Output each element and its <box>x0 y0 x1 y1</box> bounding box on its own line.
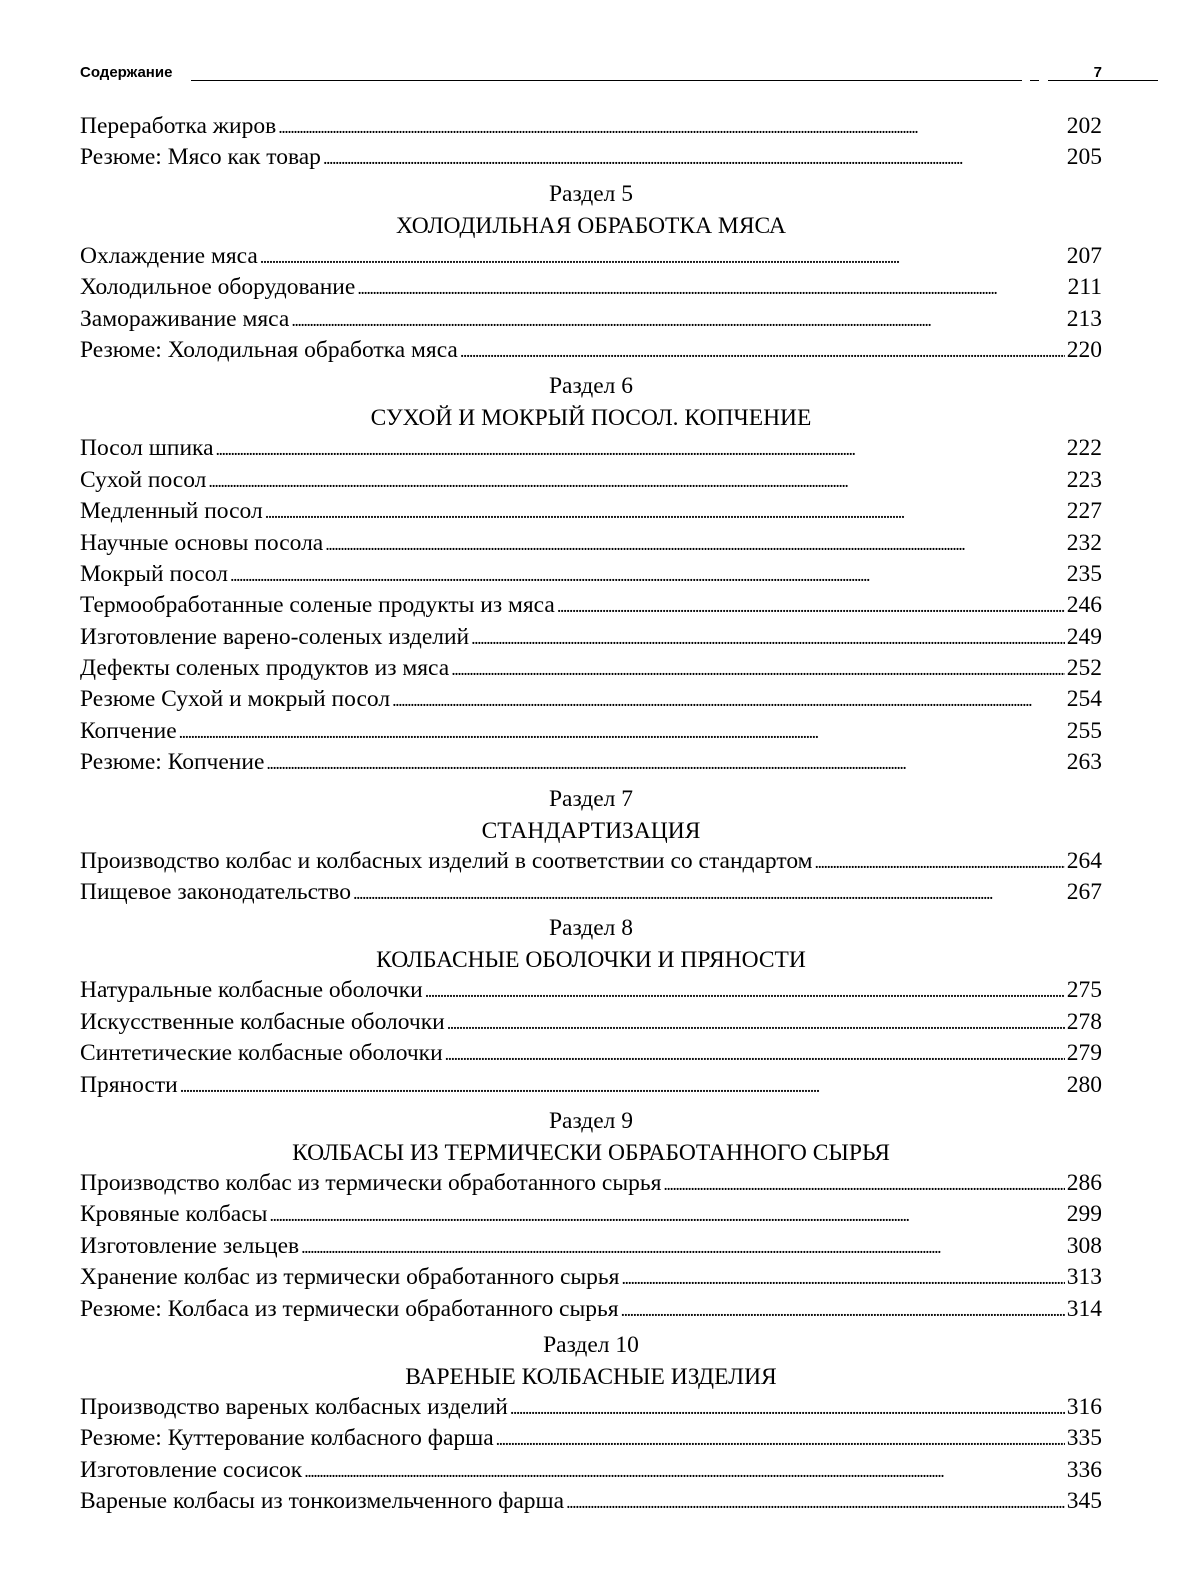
toc-entry-page: 264 <box>1066 847 1102 874</box>
toc-entry <box>80 1455 1102 1486</box>
dot-leader <box>291 304 1064 336</box>
toc-entry-page: 286 <box>1066 1169 1102 1196</box>
toc-entry <box>80 142 1102 173</box>
dot-leader <box>510 1392 1065 1424</box>
toc-entry-title: Изготовление варено-соленых изделий <box>80 623 470 650</box>
dot-leader <box>447 1007 1065 1039</box>
toc-entry-title: Медленный посол <box>80 498 263 525</box>
toc-entry-title: Резюме: Куттерование колбасного фарша <box>80 1425 494 1452</box>
toc-entry-title: Изготовление сосисок <box>80 1456 303 1483</box>
dot-leader <box>278 111 1065 143</box>
toc-entry-title: Производство колбас и колбасных изделий в соответствии со стандартом <box>80 847 813 874</box>
toc-entry-page: 213 <box>1066 305 1102 332</box>
dot-leader <box>566 1486 1065 1518</box>
dot-leader <box>180 1070 1065 1102</box>
toc-entry <box>80 1038 1102 1069</box>
dot-leader <box>451 653 1065 685</box>
toc-entry <box>80 1199 1102 1230</box>
toc-entry <box>80 590 1102 621</box>
toc-entry-page: 246 <box>1066 592 1102 619</box>
dot-leader <box>323 142 1065 174</box>
toc-entry-page: 211 <box>1067 274 1102 301</box>
toc-entry-title: Производство колбас из термически обработанного сырья <box>80 1169 662 1196</box>
running-header <box>80 60 1102 86</box>
section-title: КОЛБАСЫ ИЗ ТЕРМИЧЕСКИ ОБРАБОТАННОГО СЫРЬЯ <box>292 1139 890 1166</box>
dot-leader <box>269 1199 1064 1231</box>
toc-entry-page: 345 <box>1066 1488 1102 1515</box>
dot-leader <box>301 1231 1065 1263</box>
toc-entry-page: 223 <box>1066 466 1102 493</box>
dot-leader <box>357 272 1065 304</box>
toc-entry-page: 222 <box>1066 435 1102 462</box>
toc-entry-page: 313 <box>1066 1264 1102 1291</box>
toc-entry <box>80 1231 1102 1262</box>
toc-entry-title: Мокрый посол <box>80 560 228 587</box>
toc-entry <box>80 975 1102 1006</box>
toc-entry-title: Резюме: Холодильная обработка мяса <box>80 336 458 363</box>
toc-entry <box>80 747 1102 778</box>
dot-leader <box>621 1294 1065 1326</box>
section-label: Раздел 7 <box>548 785 634 812</box>
dot-leader <box>425 975 1065 1007</box>
header-rule <box>1048 80 1158 81</box>
toc-entry-title: Сухой посол <box>80 466 207 493</box>
toc-entry <box>80 1168 1102 1199</box>
header-title: Содержание <box>80 64 173 81</box>
toc-entry <box>80 272 1102 303</box>
toc-entry-title: Научные основы посола <box>80 529 324 556</box>
toc-entry <box>80 528 1102 559</box>
toc-entry <box>80 496 1102 527</box>
section-label: Раздел 8 <box>548 915 634 942</box>
toc-entry-title: Резюме: Мясо как товар <box>80 144 321 171</box>
toc-entry-page: 249 <box>1066 623 1102 650</box>
dot-leader <box>208 465 1064 497</box>
toc-entry-title: Синтетические колбасные оболочки <box>80 1040 443 1067</box>
toc-entry-title: Холодильное оборудование <box>80 274 356 301</box>
toc-entry <box>80 684 1102 715</box>
toc-entry <box>80 1262 1102 1293</box>
toc-entry-title: Резюме Сухой и мокрый посол <box>80 686 391 713</box>
toc-entry <box>80 877 1102 908</box>
dot-leader <box>471 622 1065 654</box>
toc-entry-title: Хранение колбас из термически обработанного сырья <box>80 1264 620 1291</box>
dot-leader <box>230 559 1065 591</box>
toc-entry-title: Пищевое законодательство <box>80 879 351 906</box>
toc-entry-page: 235 <box>1066 560 1102 587</box>
toc-entry-page: 280 <box>1066 1071 1102 1098</box>
toc-entry-title: Копчение <box>80 717 177 744</box>
section-title: КОЛБАСНЫЕ ОБОЛОЧКИ И ПРЯНОСТИ <box>376 947 806 974</box>
dot-leader <box>621 1262 1064 1294</box>
section-title: ВАРЕНЫЕ КОЛБАСНЫЕ ИЗДЕЛИЯ <box>405 1363 777 1390</box>
toc-entry <box>80 622 1102 653</box>
toc-entry-page: 308 <box>1066 1232 1102 1259</box>
dot-leader <box>179 716 1065 748</box>
dot-leader <box>392 684 1065 716</box>
toc-entry <box>80 1392 1102 1423</box>
dot-leader <box>353 877 1065 909</box>
toc-entry-page: 316 <box>1066 1393 1102 1420</box>
section-title: ХОЛОДИЛЬНАЯ ОБРАБОТКА МЯСА <box>396 212 786 239</box>
section-title: СТАНДАРТИЗАЦИЯ <box>481 817 701 844</box>
toc-entry <box>80 653 1102 684</box>
toc-entry-title: Искусственные колбасные оболочки <box>80 1008 445 1035</box>
toc-entry-page: 267 <box>1066 879 1102 906</box>
dot-leader <box>265 496 1065 528</box>
toc-entry-title: Резюме: Копчение <box>80 749 265 776</box>
toc-entry-title: Вареные колбасы из тонкоизмельченного фарша <box>80 1488 565 1515</box>
table-of-contents <box>80 111 1102 1518</box>
toc-entry-page: 254 <box>1066 686 1102 713</box>
toc-entry-page: 263 <box>1066 749 1102 776</box>
toc-entry-page: 275 <box>1066 977 1102 1004</box>
toc-entry-page: 220 <box>1066 336 1102 363</box>
toc-entry-title: Резюме: Колбаса из термически обработанного сырья <box>80 1295 619 1322</box>
dot-leader <box>557 590 1065 622</box>
toc-entry <box>80 465 1102 496</box>
section-label: Раздел 9 <box>548 1107 634 1134</box>
toc-entry-page: 227 <box>1066 498 1102 525</box>
toc-entry-page: 314 <box>1066 1295 1102 1322</box>
toc-entry <box>80 304 1102 335</box>
toc-entry-page: 205 <box>1066 144 1102 171</box>
toc-entry-title: Кровяные колбасы <box>80 1201 268 1228</box>
dot-leader <box>260 241 1065 273</box>
section-title: СУХОЙ И МОКРЫЙ ПОСОЛ. КОПЧЕНИЕ <box>370 405 812 432</box>
toc-entry-page: 299 <box>1066 1201 1102 1228</box>
toc-entry <box>80 1423 1102 1454</box>
toc-entry <box>80 1486 1102 1517</box>
section-label: Раздел 6 <box>548 373 634 400</box>
toc-entry-page: 252 <box>1066 655 1102 682</box>
toc-entry-page: 232 <box>1066 529 1102 556</box>
toc-entry-title: Посол шпика <box>80 435 214 462</box>
dot-leader <box>325 528 1065 560</box>
toc-entry-page: 335 <box>1066 1425 1102 1452</box>
toc-entry-title: Производство вареных колбасных изделий <box>80 1393 508 1420</box>
dot-leader <box>445 1038 1065 1070</box>
dot-leader <box>663 1168 1064 1200</box>
dot-leader <box>266 747 1064 779</box>
toc-entry-page: 279 <box>1066 1040 1102 1067</box>
toc-entry-page: 255 <box>1066 717 1102 744</box>
toc-entry <box>80 111 1102 142</box>
toc-entry <box>80 559 1102 590</box>
toc-entry-page: 202 <box>1066 113 1102 139</box>
dot-leader <box>216 433 1065 465</box>
section-label: Раздел 5 <box>548 180 634 207</box>
toc-entry <box>80 1294 1102 1325</box>
toc-entry-title: Дефекты соленых продуктов из мяса <box>80 655 450 682</box>
dot-leader <box>496 1423 1065 1455</box>
toc-entry <box>80 846 1102 877</box>
dot-leader <box>460 335 1065 367</box>
toc-entry <box>80 1070 1102 1101</box>
toc-entry-title: Пряности <box>80 1071 178 1098</box>
dot-leader <box>815 846 1065 878</box>
toc-entry-page: 336 <box>1066 1456 1102 1483</box>
toc-entry-title: Термообработанные соленые продукты из мяса <box>80 592 555 619</box>
header-rule <box>191 80 1022 81</box>
toc-entry <box>80 433 1102 464</box>
toc-entry-title: Натуральные колбасные оболочки <box>80 977 423 1004</box>
section-label: Раздел 10 <box>543 1331 639 1358</box>
toc-entry <box>80 1007 1102 1038</box>
toc-entry-title: Охлаждение мяса <box>80 242 258 269</box>
toc-entry-title: Изготовление зельцев <box>80 1232 300 1259</box>
toc-entry-page: 278 <box>1066 1008 1102 1035</box>
toc-entry-title: Замораживание мяса <box>80 305 290 332</box>
dot-leader <box>304 1455 1065 1487</box>
header-page-number: 7 <box>1093 64 1102 81</box>
toc-entry-page: 207 <box>1066 242 1102 269</box>
header-rule <box>1030 80 1039 81</box>
toc-entry <box>80 335 1102 366</box>
toc-entry-title: Переработка жиров <box>80 113 277 139</box>
toc-entry <box>80 241 1102 272</box>
toc-entry <box>80 716 1102 747</box>
